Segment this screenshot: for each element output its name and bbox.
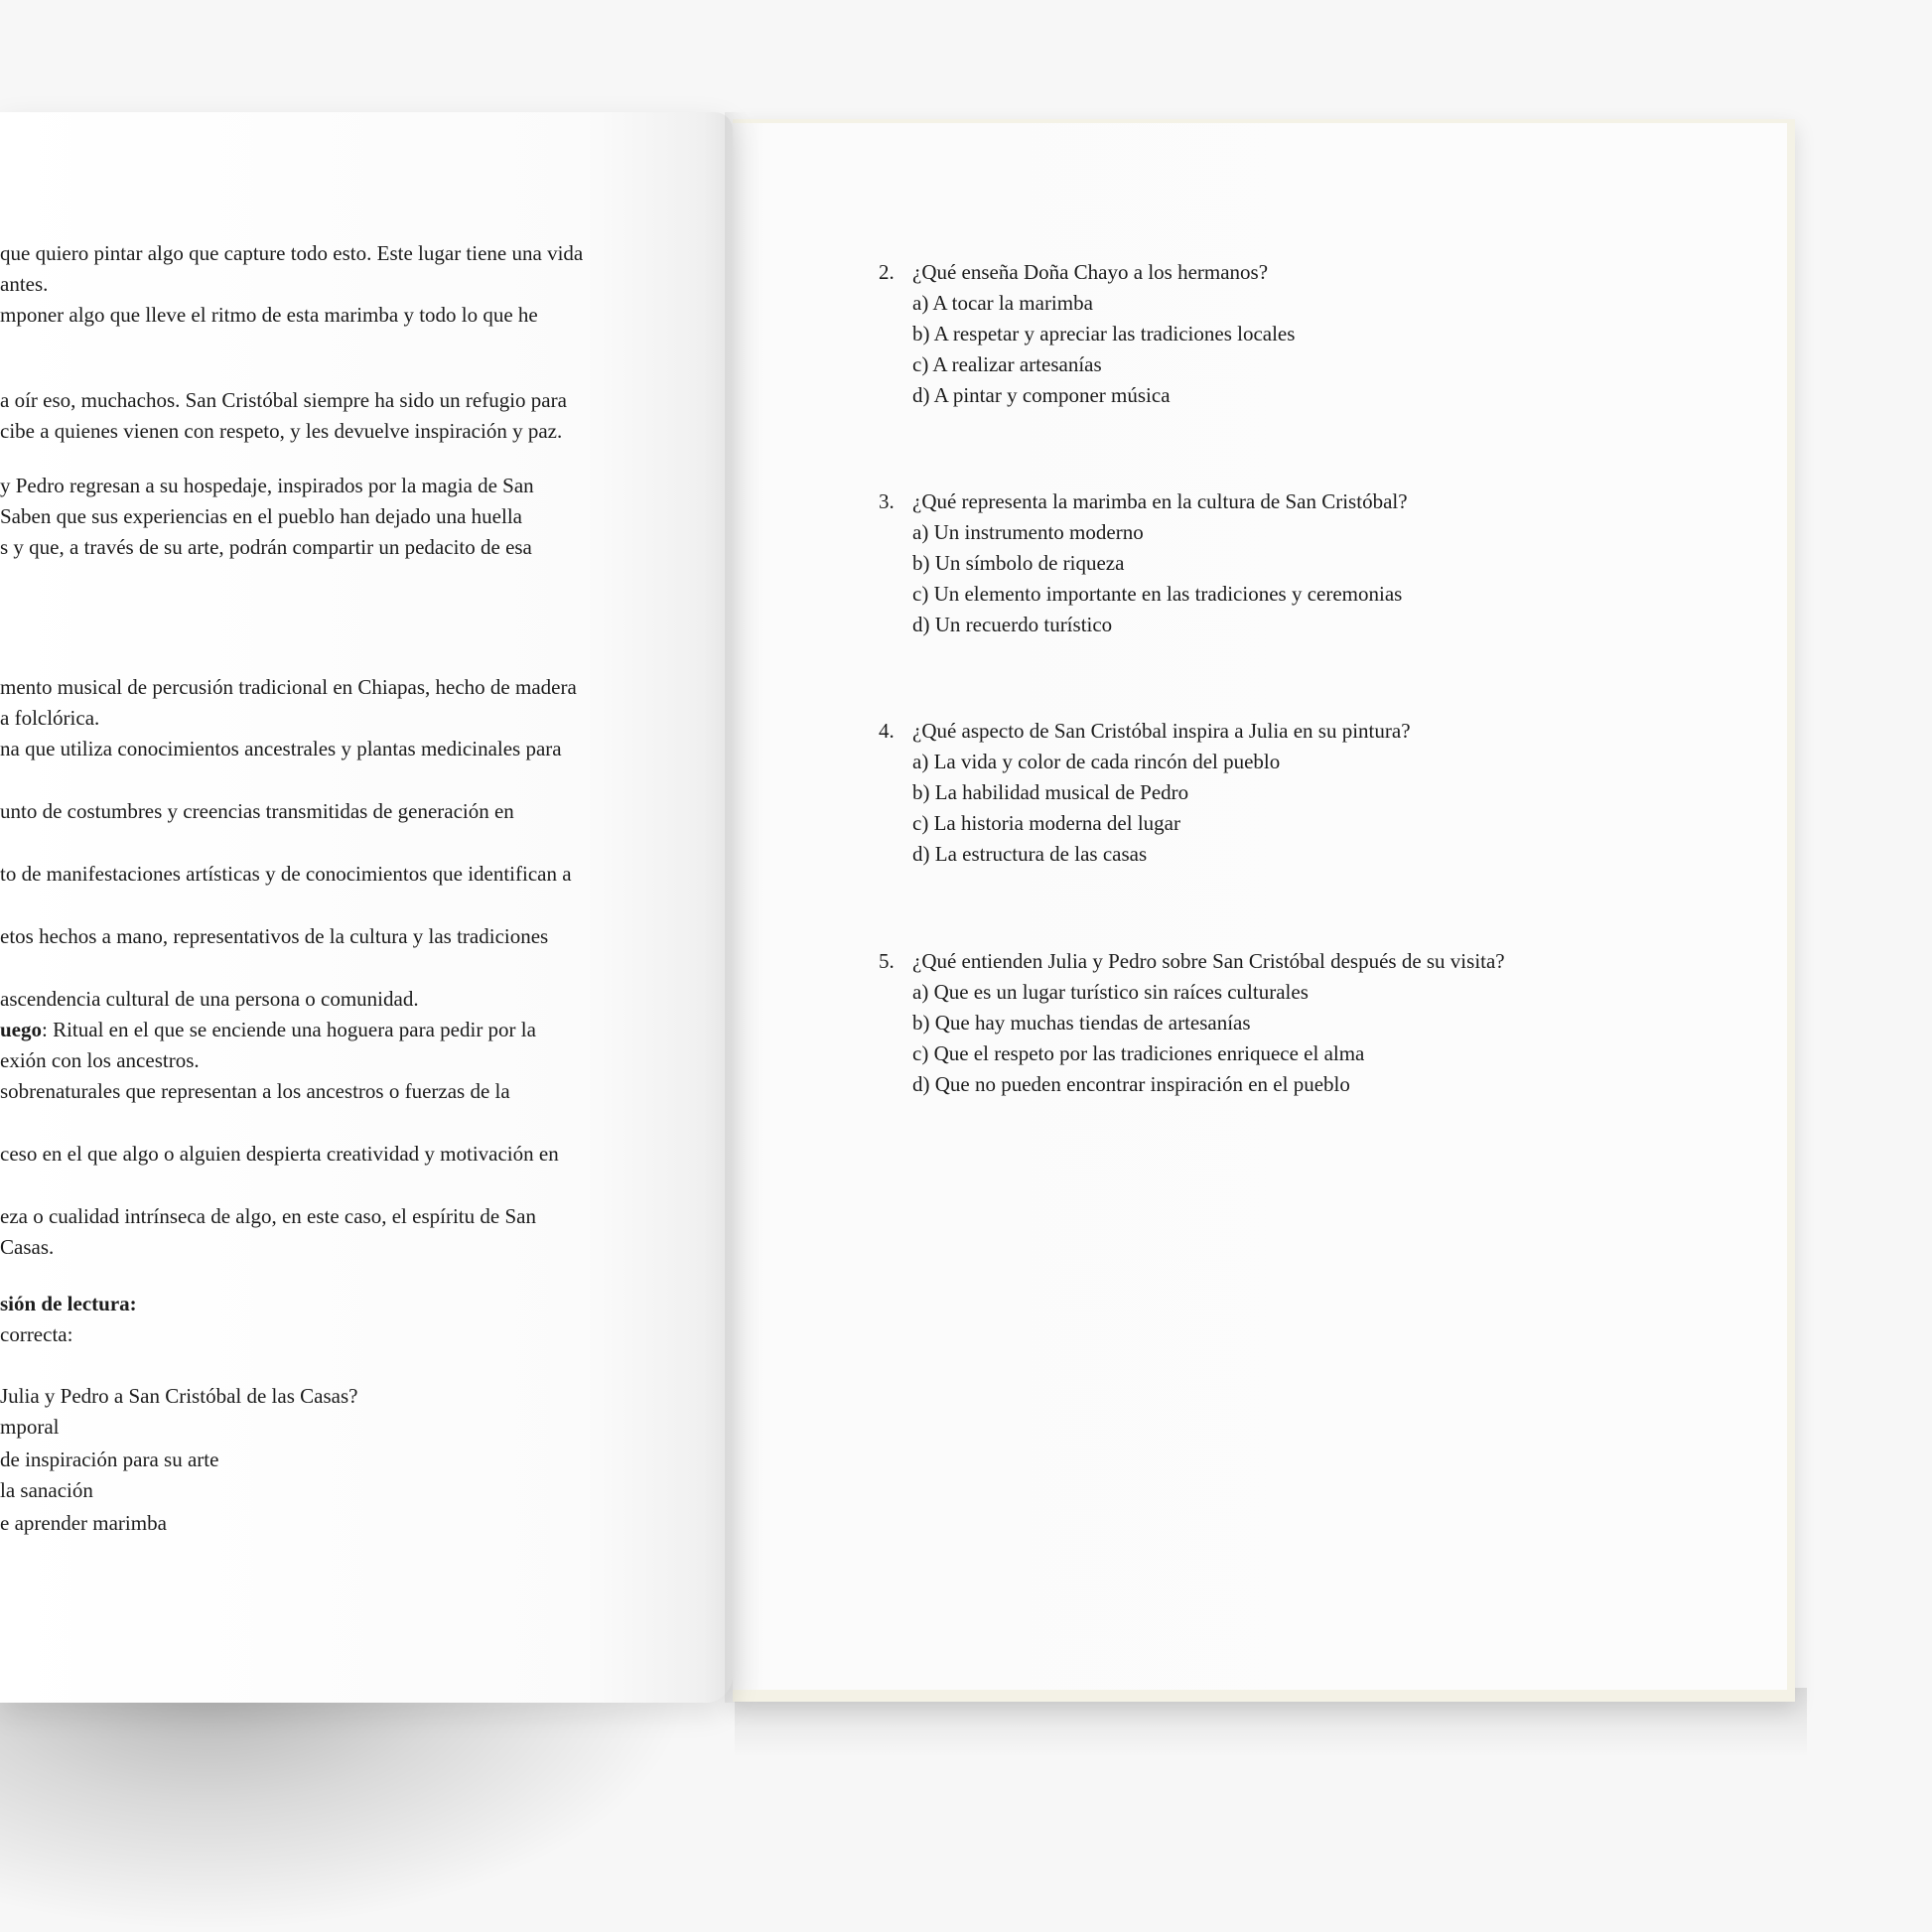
glossary-line: sobrenaturales que representan a los ancestros o fuerzas de la [0, 1079, 510, 1103]
question-text: ¿Qué enseña Doña Chayo a los hermanos? [912, 260, 1269, 284]
glossary-line: exión con los ancestros. [0, 1048, 200, 1072]
answer-option: d) Que no pueden encontrar inspiración en el pueblo [912, 1072, 1350, 1096]
answer-option: c) A realizar artesanías [912, 352, 1102, 376]
left-text-line: cibe a quienes vienen con respeto, y les devuelve inspiración y paz. [0, 419, 563, 443]
glossary-term: uego [0, 1018, 42, 1041]
answer-option: c) La historia moderna del lugar [912, 811, 1180, 835]
glossary-line: ascendencia cultural de una persona o comunidad. [0, 987, 419, 1011]
book-shadow [0, 1678, 695, 1932]
answer-option: d) Un recuerdo turístico [912, 613, 1113, 636]
question-text: ¿Qué aspecto de San Cristóbal inspira a Julia en su pintura? [912, 719, 1411, 743]
question-1-option: la sanación [0, 1478, 93, 1502]
question-3 [879, 486, 1408, 640]
left-page [0, 112, 733, 1703]
glossary-line: eza o cualidad intrínseca de algo, en este caso, el espíritu de San [0, 1204, 536, 1228]
question-number: 5. [879, 949, 895, 973]
left-text-line: s y que, a través de su arte, podrán compartir un pedacito de esa [0, 535, 532, 559]
question-1-option: e aprender marimba [0, 1511, 167, 1535]
question-number: 3. [879, 489, 895, 513]
question-1-text: Julia y Pedro a San Cristóbal de las Casas? [0, 1384, 358, 1408]
question-1-option: mporal [0, 1415, 60, 1439]
glossary-line: ceso en el que algo o alguien despierta creatividad y motivación en [0, 1142, 559, 1166]
question-text: ¿Qué representa la marimba en la cultura de San Cristóbal? [912, 489, 1408, 513]
glossary-line: a folclórica. [0, 706, 100, 730]
left-text-line: y Pedro regresan a su hospedaje, inspirados por la magia de San [0, 474, 534, 497]
left-text-line: antes. [0, 272, 49, 296]
question-4 [879, 716, 1411, 870]
glossary-line: Casas. [0, 1235, 55, 1259]
instructions-line: correcta: [0, 1322, 73, 1346]
glossary-line: uego: Ritual en el que se enciende una hoguera para pedir por la [0, 1018, 536, 1041]
answer-option: b) La habilidad musical de Pedro [912, 780, 1189, 804]
book-gutter [725, 112, 747, 1703]
glossary-line: etos hechos a mano, representativos de la cultura y las tradiciones [0, 924, 549, 948]
section-heading: sión de lectura: [0, 1292, 137, 1315]
glossary-line: mento musical de percusión tradicional en Chiapas, hecho de madera [0, 675, 577, 699]
answer-option: c) Que el respeto por las tradiciones enriquece el alma [912, 1041, 1365, 1065]
answer-option: a) Que es un lugar turístico sin raíces culturales [912, 980, 1309, 1004]
answer-option: d) A pintar y componer música [912, 383, 1171, 407]
answer-option: b) Un símbolo de riqueza [912, 551, 1125, 575]
left-text-line: Saben que sus experiencias en el pueblo han dejado una huella [0, 504, 522, 528]
question-1-option: de inspiración para su arte [0, 1448, 219, 1471]
answer-option: a) A tocar la marimba [912, 291, 1093, 315]
question-number: 4. [879, 719, 895, 743]
glossary-line: na que utiliza conocimientos ancestrales y plantas medicinales para [0, 737, 562, 760]
left-text-line: a oír eso, muchachos. San Cristóbal siempre ha sido un refugio para [0, 388, 567, 412]
answer-option: d) La estructura de las casas [912, 842, 1148, 866]
question-2 [879, 257, 1295, 411]
left-text-line: mponer algo que lleve el ritmo de esta marimba y todo lo que he [0, 303, 538, 327]
glossary-line: unto de costumbres y creencias transmitidas de generación en [0, 799, 514, 823]
question-text: ¿Qué entienden Julia y Pedro sobre San Cristóbal después de su visita? [912, 949, 1505, 973]
answer-option: b) Que hay muchas tiendas de artesanías [912, 1011, 1251, 1035]
answer-option: a) La vida y color de cada rincón del pueblo [912, 750, 1281, 773]
answer-option: c) Un elemento importante en las tradiciones y ceremonias [912, 582, 1403, 606]
question-number: 2. [879, 260, 895, 284]
question-5 [879, 946, 1505, 1100]
answer-option: a) Un instrumento moderno [912, 520, 1144, 544]
glossary-line: to de manifestaciones artísticas y de conocimientos que identifican a [0, 862, 572, 886]
left-text-line: que quiero pintar algo que capture todo esto. Este lugar tiene una vida [0, 241, 584, 265]
answer-option: b) A respetar y apreciar las tradiciones locales [912, 322, 1296, 345]
